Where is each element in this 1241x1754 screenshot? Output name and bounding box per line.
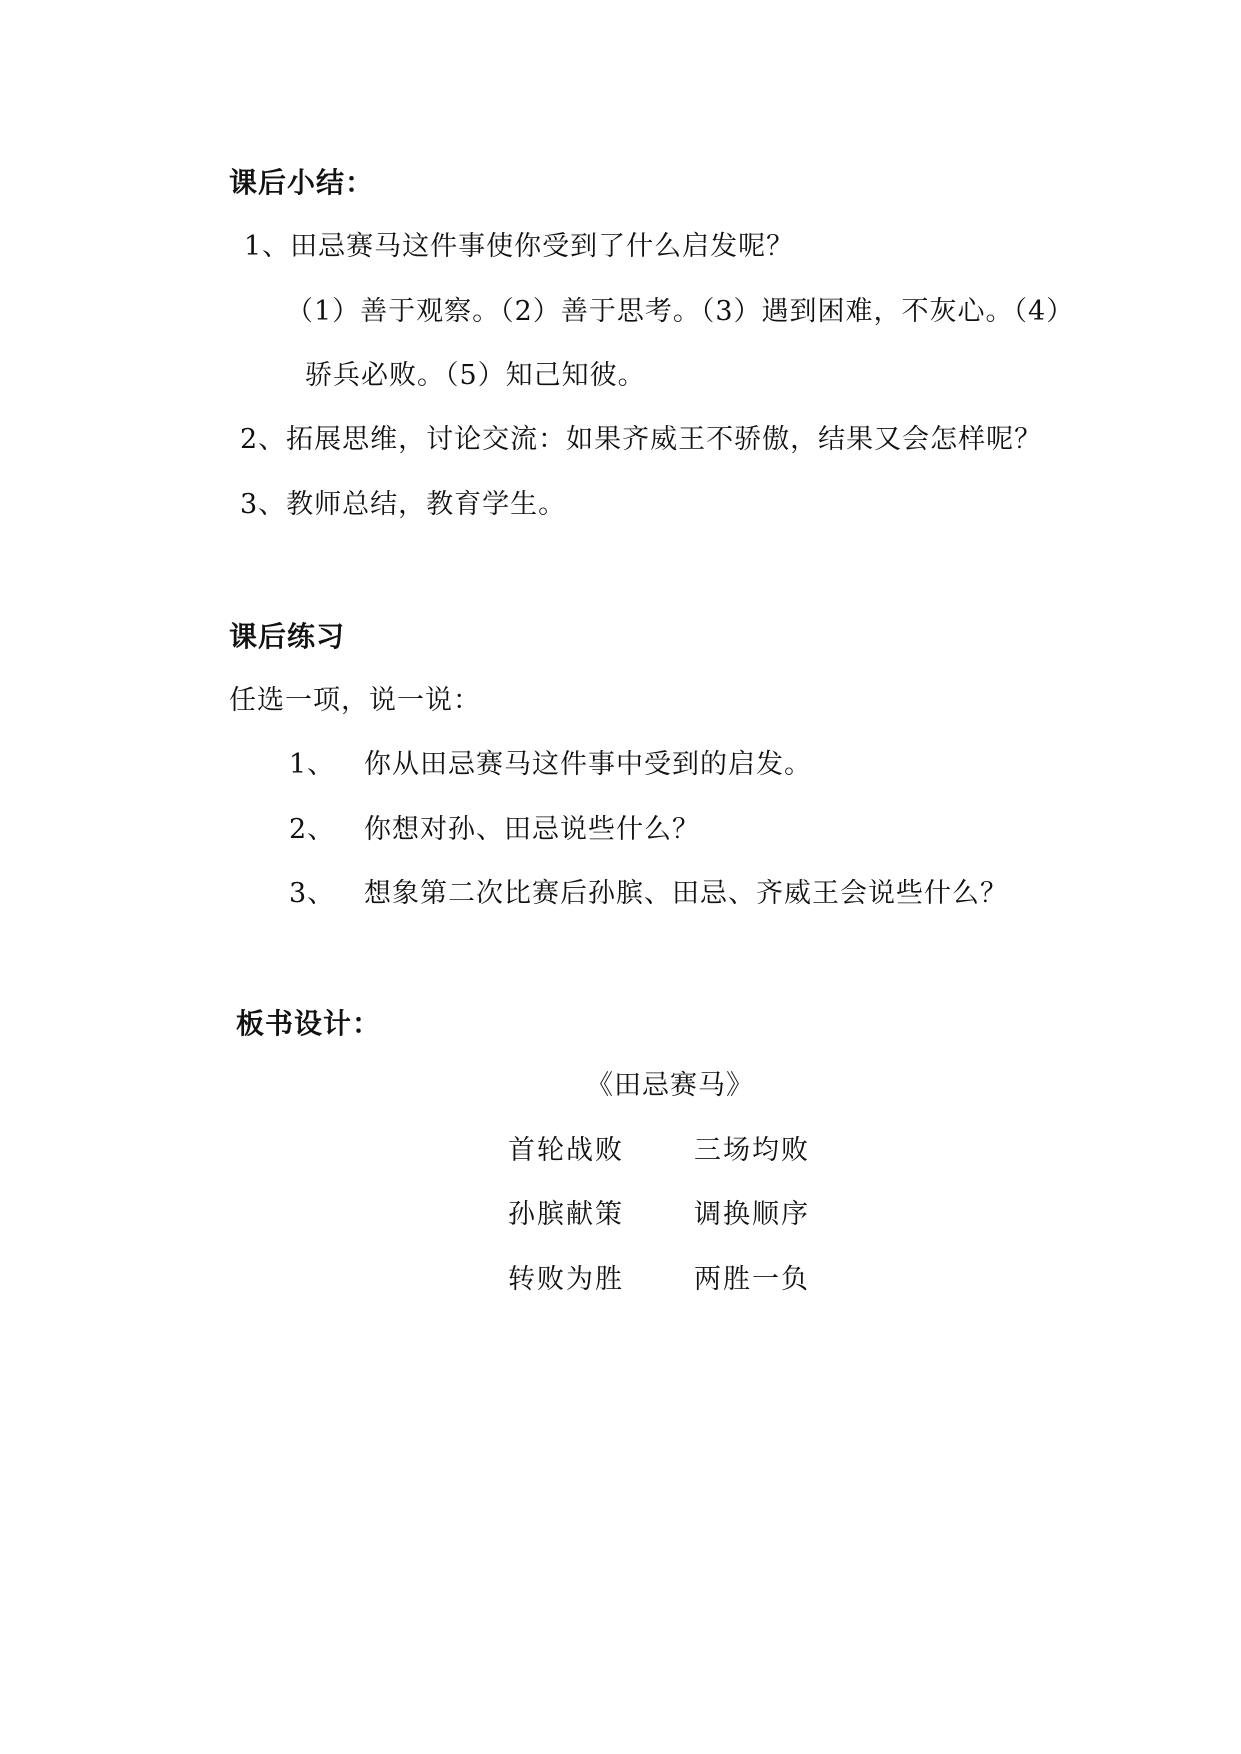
exercise-item-1 [289, 747, 812, 783]
board-cell-left: 首轮战败 [508, 1135, 624, 1166]
exercise-intro: 任选一项，说一说： [229, 685, 481, 716]
exercise-item-3 [289, 876, 1008, 912]
summary-answer-line-1: （1）善于观察。（2）善于思考。（3）遇到困难，不灰心。（4） [286, 296, 1075, 327]
exercise-heading: 课后练习 [229, 620, 346, 653]
summary-question-3: 3、教师总结，教育学生。 [240, 489, 567, 520]
exercise-item-number: 2、 [289, 814, 336, 845]
board-cell-right: 三场均败 [694, 1135, 810, 1166]
exercise-item-number: 3、 [289, 878, 336, 909]
summary-answer-line-2: 骄兵必败。（5）知己知彼。 [305, 360, 646, 391]
board-title: 《田忌赛马》 [586, 1070, 754, 1101]
board-heading: 板书设计： [236, 1007, 382, 1040]
board-cell-right: 调换顺序 [694, 1199, 810, 1230]
board-cell-right: 两胜一负 [694, 1264, 810, 1295]
board-cell-left: 转败为胜 [508, 1264, 624, 1295]
summary-question-2: 2、拓展思维，讨论交流：如果齐威王不骄傲，结果又会怎样呢？ [240, 424, 1043, 455]
exercise-item-text: 你从田忌赛马这件事中受到的启发。 [364, 749, 812, 780]
exercise-item-text: 你想对孙、田忌说些什么？ [364, 814, 700, 845]
summary-question-1: 1、田忌赛马这件事使你受到了什么启发呢？ [244, 231, 795, 262]
exercise-item-text: 想象第二次比赛后孙膑、田忌、齐威王会说些什么？ [364, 878, 1008, 909]
exercise-item-number: 1、 [289, 749, 336, 780]
board-cell-left: 孙膑献策 [508, 1199, 624, 1230]
summary-heading: 课后小结： [229, 166, 375, 199]
exercise-item-2 [289, 812, 700, 848]
